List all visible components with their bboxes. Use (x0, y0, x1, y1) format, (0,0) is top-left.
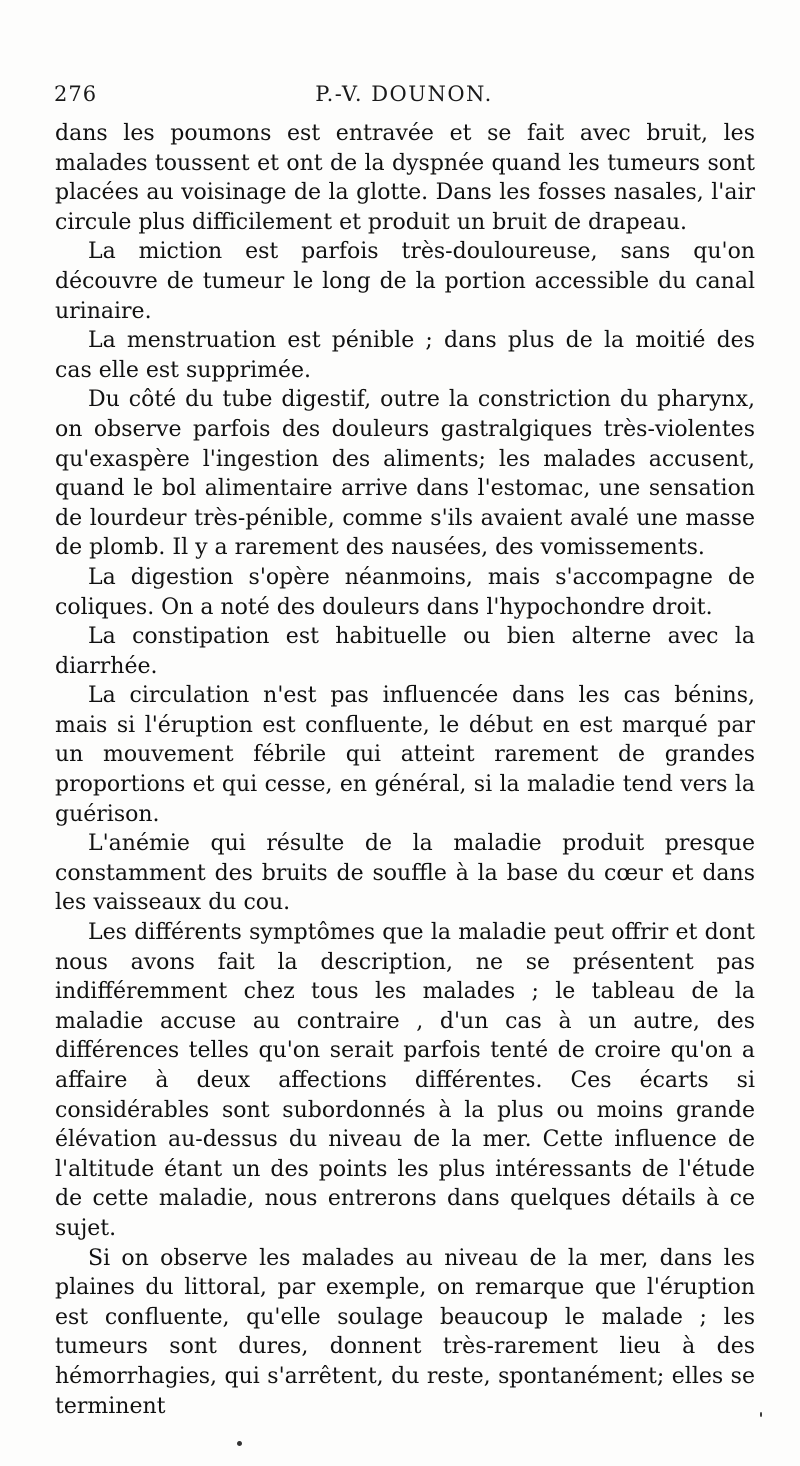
paragraph: Les différents symptômes que la maladie peut offrir et dont nous avons fait la description, ne se présentent pas indifféremment chez tous les malades ; le tableau de la maladie accuse au contraire , d'un cas à un autre, des différences telles qu'on serait parfois tenté de croire qu'on a affaire à deux affections différentes. Ces écarts si considérables sont subordonnés à la plus ou moins grande élévation au-dessus du niveau de la mer. Cette influence de l'altitude étant un des points les plus intéressants de l'étude de cette maladie, nous entrerons dans quelques détails à ce sujet. (55, 920, 755, 1241)
body-text (55, 119, 755, 1421)
paragraph: Du côté du tube digestif, outre la constriction du pharynx, on observe parfois des douleurs gastralgiques très-violentes qu'exaspère l'ingestion des aliments; les malades accusent, quand le bol alimentaire arrive dans l'estomac, une sensation de lourdeur très-pénible, comme s'ils avaient avalé une masse de plomb. Il y a rarement des nausées, des vomissements. (55, 387, 755, 561)
paragraph: La menstruation est pénible ; dans plus de la moitié des cas elle est supprimée. (55, 328, 755, 383)
ink-speck (760, 1412, 762, 1417)
paragraph: La constipation est habituelle ou bien alterne avec la diarrhée. (55, 624, 755, 679)
paragraph: Si on observe les malades au niveau de la mer, dans les plaines du littoral, par exemple, on remarque que l'éruption est confluente, qu'elle soulage beaucoup le malade ; les tumeurs sont dures, donnent très-rarement lieu à des hémorrhagies, qui s'arrêtent, du reste, spontanément; elles se terminent (55, 1245, 755, 1419)
paragraph: L'anémie qui résulte de la maladie produit presque constamment des bruits de souffle à la base du cœur et dans les vaisseaux du cou. (55, 831, 755, 916)
paragraph: La circulation n'est pas influencée dans les cas bénins, mais si l'éruption est confluente, le début en est marqué par un mouvement fébrile qui atteint rarement de grandes proportions et qui cesse, en général, si la maladie tend vers la guérison. (55, 683, 755, 827)
paragraph: La miction est parfois très-douloureuse, sans qu'on découvre de tumeur le long de la portion accessible du canal urinaire. (55, 239, 755, 324)
paragraph: La digestion s'opère néanmoins, mais s'accompagne de coliques. On a noté des douleurs dans l'hypochondre droit. (55, 564, 755, 620)
page-number: 276 (54, 82, 98, 106)
paragraph: dans les poumons est entravée et se fait avec bruit, les malades toussent et ont de la dyspnée quand les tumeurs sont placées au voisinage de la glotte. Dans les fosses nasales, l'air circule plus difficilement et produit un bruit de drapeau. (55, 121, 755, 235)
running-head: P.-V. DOUNON. (315, 82, 493, 106)
page-header (54, 82, 754, 112)
ink-speck (237, 1441, 242, 1446)
